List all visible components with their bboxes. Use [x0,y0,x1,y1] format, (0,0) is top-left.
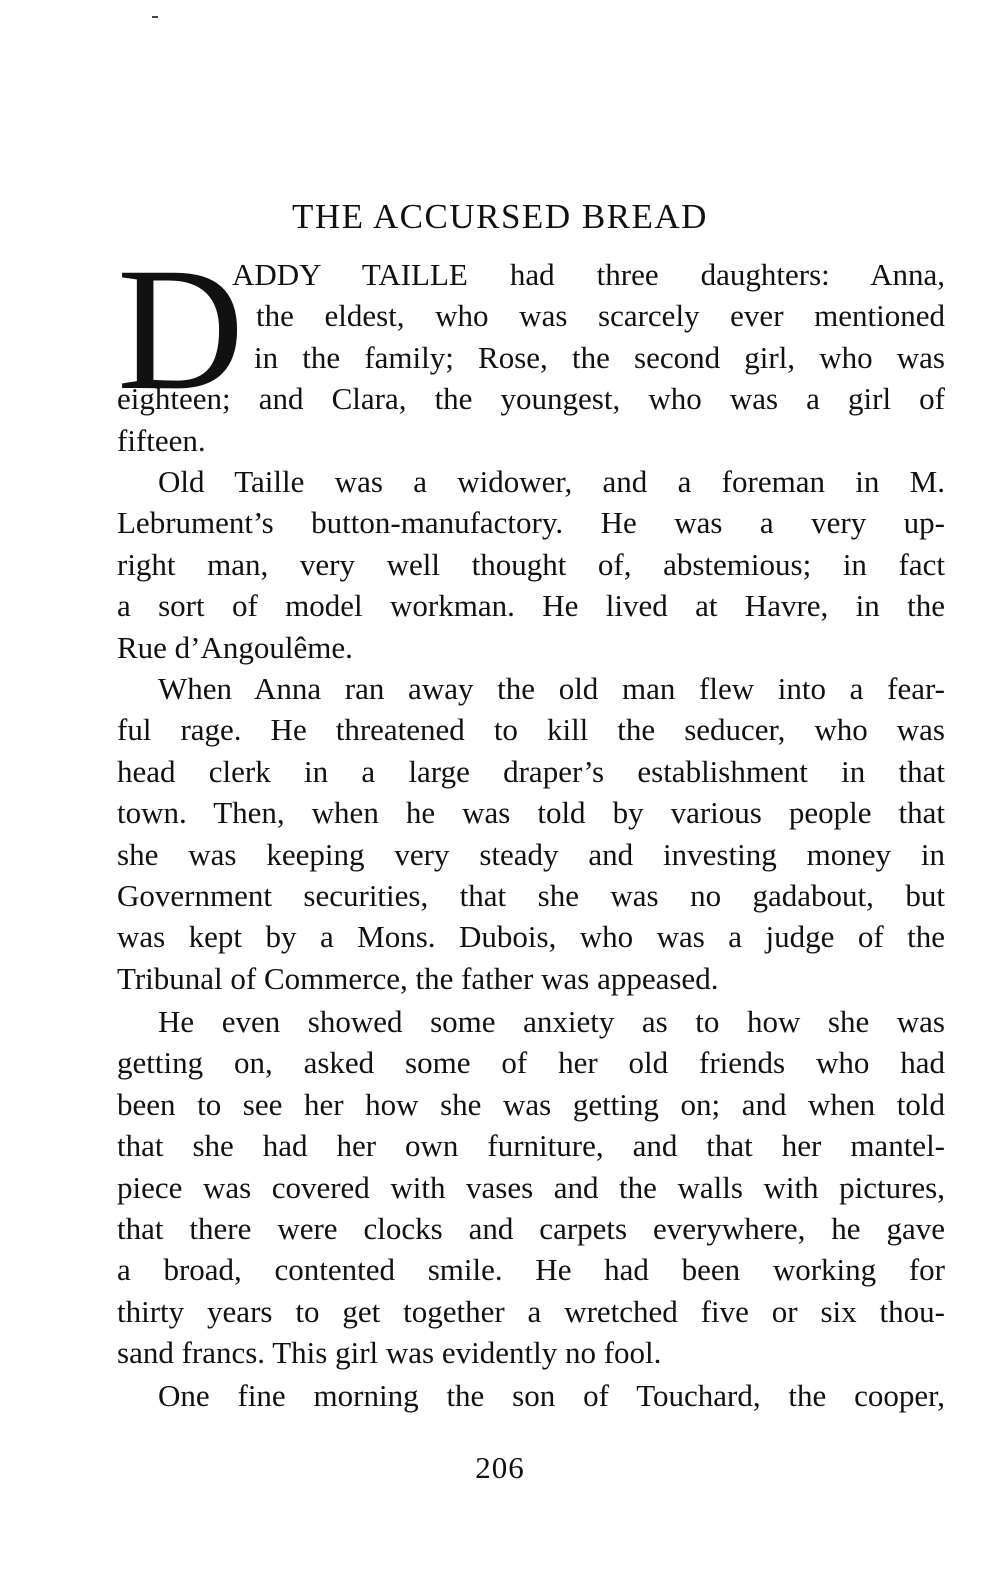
page-number: 206 [475,1450,525,1485]
text-line: ADDY TAILLE had three daughters: Anna, [232,257,945,292]
text-line: town. Then, when he was told by various people that [117,795,945,831]
text-line: Government securities, that she was no gadabout, but [117,878,945,913]
text-line: When Anna ran away the old man flew into a fear- [158,671,945,706]
text-line: He even showed some anxiety as to how she was [158,1004,945,1039]
drop-cap: D [117,232,245,427]
text-line: ful rage. He threatened to kill the seducer, who was [117,712,945,748]
text-line: piece was covered with vases and the walls with pictures, [117,1169,945,1205]
text-line: that she had her own furniture, and that her mantel- [117,1128,945,1164]
text-line: Rue d’Angoulême. [117,629,353,665]
text-line: One fine morning the son of Touchard, the cooper, [158,1378,945,1413]
text-line: Old Taille was a widower, and a foreman in M. [158,464,945,499]
text-line: was kept by a Mons. Dubois, who was a judge of the [117,919,945,955]
chapter-title: THE ACCURSED BREAD [292,197,708,236]
text-line: been to see her how she was getting on; and when told [117,1086,945,1122]
text-line: a sort of model workman. He lived at Havre, in the [117,588,945,624]
text-line: a broad, contented smile. He had been working for [117,1252,945,1288]
text-line: the eldest, who was scarcely ever mentioned [256,298,945,334]
ink-speck [152,16,158,18]
text-line: that there were clocks and carpets everywhere, he gave [117,1211,945,1246]
text-line: sand francs. This girl was evidently no fool. [117,1335,662,1371]
text-line: Tribunal of Commerce, the father was appeased. [117,960,719,996]
text-line: right man, very well thought of, abstemious; in fact [117,546,945,582]
text-line: Lebrument’s button-manufactory. He was a very up- [117,505,945,541]
text-line: eighteen; and Clara, the youngest, who was a girl of [117,381,945,417]
text-line: getting on, asked some of her old friends who had [117,1045,945,1081]
text-line: fifteen. [117,422,206,458]
text-line: head clerk in a large draper’s establishment in that [117,753,945,789]
text-line: thirty years to get together a wretched five or six thou- [117,1293,945,1329]
text-line: she was keeping very steady and investing money in [117,836,945,872]
text-line: in the family; Rose, the second girl, who was [254,339,945,375]
